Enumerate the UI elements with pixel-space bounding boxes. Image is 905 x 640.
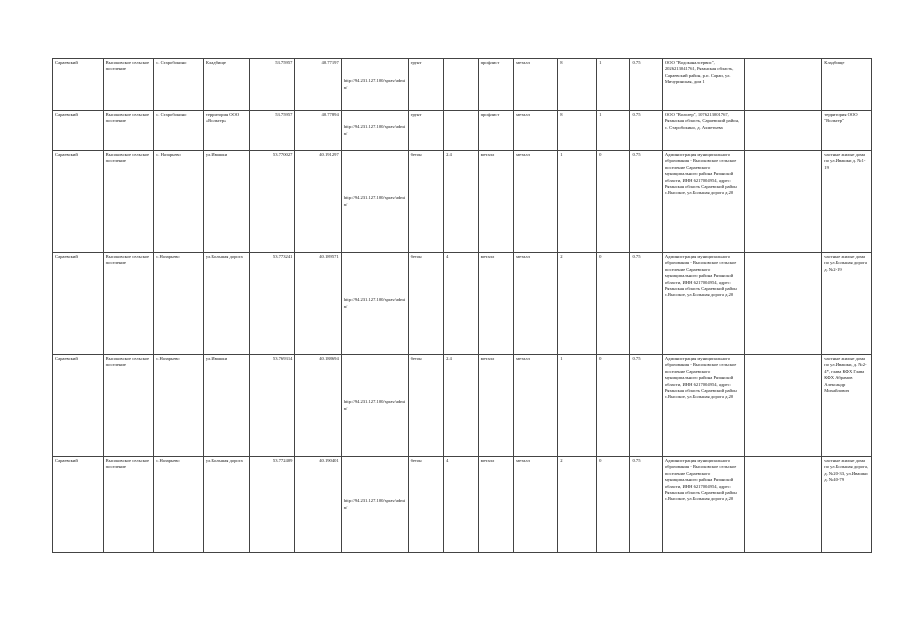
cell-settlement: Высоковское сельское поселение xyxy=(103,457,154,553)
cell-owner: Администрация муниципального образования - Высоковское сельское поселение Сараевского муниципального района Рязанской области, ИНН 6217004954, адрес: Рязанская область Сараевский район с.Высокое, ул.Большая дорога д.20 xyxy=(662,355,744,457)
cell-cover: бетон xyxy=(408,355,444,457)
cell-map-link[interactable]: http://94.231.127.100/sprav/admin/ xyxy=(341,457,408,553)
cell-waste-sources: частные жилые дома по ул.Большая дорога, д. №20-33, ул.Ивашки д. №40-79 xyxy=(822,457,872,553)
cell-longitude: 40.188694 xyxy=(295,355,341,457)
cell-district: Сараевский xyxy=(53,457,104,553)
cell-latitude: 53.772409 xyxy=(250,457,295,553)
cell-container-volume: 0.75 xyxy=(630,111,662,151)
cell-map-link[interactable]: http://94.231.127.100/sprav/admin/ xyxy=(341,111,408,151)
cell-settlement: Высоковское сельское поселение xyxy=(103,253,154,355)
cell-latitude: 53.75957 xyxy=(250,59,295,111)
cell-base: металл xyxy=(478,151,514,253)
cell-longitude: 40.77894 xyxy=(295,111,341,151)
cell-district: Сараевский xyxy=(53,355,104,457)
cell-owner: ООО "Водоканалсервис", 2026213041761, Рязанская область, Сараевский район, р.п. Сараи, ул. Мичуринская, дом 1 xyxy=(662,59,744,111)
cell-waste-sources: частные жилые дома по ул.Ивашки д. №1-19 xyxy=(822,151,872,253)
cell-base: металл xyxy=(478,457,514,553)
table-row xyxy=(53,355,872,457)
cell-empty xyxy=(744,457,822,553)
cell-settlement: Высоковское сельское поселение xyxy=(103,355,154,457)
cell-longitude: 40.190401 xyxy=(295,457,341,553)
cell-container-count: 2 xyxy=(558,457,597,553)
cell-longitude: 40.189571 xyxy=(295,253,341,355)
cell-container-count: 2 xyxy=(558,253,597,355)
cell-container-volume: 0.75 xyxy=(630,151,662,253)
cell-container-count: 1 xyxy=(558,355,597,457)
cell-material: металл xyxy=(514,355,558,457)
cell-address: ул.Большая дорога xyxy=(203,253,249,355)
cell-waste-sources: частные жилые дома по ул.Большая дорога д. №2-19 xyxy=(822,253,872,355)
cell-map-link[interactable]: http://94.231.127.100/sprav/admin/ xyxy=(341,151,408,253)
cell-container-volume: 0.75 xyxy=(630,253,662,355)
cell-district: Сараевский xyxy=(53,253,104,355)
cell-waste-sources: территория ООО "Вольтер" xyxy=(822,111,872,151)
cell-base: металл xyxy=(478,355,514,457)
table-row xyxy=(53,253,872,355)
cell-waste-sources: частные жилые дома по ул.Ивашки, д. №2-4*, глава КФХ Глава КФХ Абрамов Александр Михайлович xyxy=(822,355,872,457)
cell-container-planned: 0 xyxy=(597,457,630,553)
cell-village: с.Назарьево xyxy=(154,457,204,553)
cell-empty xyxy=(744,151,822,253)
cell-village: с.Назарьево xyxy=(154,253,204,355)
table-row xyxy=(53,59,872,111)
cell-cover: бетон xyxy=(408,457,444,553)
register-table-body xyxy=(53,59,872,553)
register-table xyxy=(52,58,872,553)
cell-base: профлист xyxy=(478,59,514,111)
cell-empty xyxy=(744,59,822,111)
cell-area: 2.4 xyxy=(444,151,478,253)
cell-map-link[interactable]: http://94.231.127.100/sprav/admin/ xyxy=(341,355,408,457)
cell-container-volume: 0.75 xyxy=(630,457,662,553)
cell-material: металл xyxy=(514,253,558,355)
cell-area: 4 xyxy=(444,253,478,355)
cell-address: ул.Ивашки xyxy=(203,151,249,253)
cell-container-volume: 0.75 xyxy=(630,59,662,111)
cell-owner: ООО "Вольтер", 1076213001767, Рязанская область, Сараевский район, с. Старобокино, д. Ахметьева xyxy=(662,111,744,151)
cell-owner: Администрация муниципального образования - Высоковское сельское поселение Сараевского муниципального района Рязанской области, ИНН 6217004954, адрес: Рязанская область Сараевский район с.Высокое, ул.Большая дорога д.20 xyxy=(662,151,744,253)
cell-latitude: 53.75957 xyxy=(250,111,295,151)
cell-settlement: Высоковское сельское поселение xyxy=(103,151,154,253)
cell-waste-sources: Кладбище xyxy=(822,59,872,111)
cell-settlement: Высоковское сельское поселение xyxy=(103,59,154,111)
cell-material: металл xyxy=(514,457,558,553)
cell-cover: грунт xyxy=(408,111,444,151)
cell-container-planned: 1 xyxy=(597,59,630,111)
cell-address: Кладбище xyxy=(203,59,249,111)
cell-material: металл xyxy=(514,59,558,111)
table-row xyxy=(53,457,872,553)
cell-address: территория ООО «Вольтер» xyxy=(203,111,249,151)
cell-map-link[interactable]: http://94.231.127.100/sprav/admin/ xyxy=(341,253,408,355)
cell-latitude: 53.773241 xyxy=(250,253,295,355)
table-row xyxy=(53,151,872,253)
cell-address: ул.Ивашки xyxy=(203,355,249,457)
cell-empty xyxy=(744,355,822,457)
cell-container-count: 1 xyxy=(558,151,597,253)
cell-settlement: Высоковское сельское поселение xyxy=(103,111,154,151)
cell-district: Сараевский xyxy=(53,59,104,111)
cell-map-link[interactable]: http://94.231.127.100/sprav/admin/ xyxy=(341,59,408,111)
cell-container-count: 8 xyxy=(558,59,597,111)
cell-container-planned: 0 xyxy=(597,253,630,355)
table-row xyxy=(53,111,872,151)
cell-material: металл xyxy=(514,111,558,151)
cell-latitude: 53.770027 xyxy=(250,151,295,253)
cell-container-count: 8 xyxy=(558,111,597,151)
cell-cover: бетон xyxy=(408,253,444,355)
cell-longitude: 40.191297 xyxy=(295,151,341,253)
cell-container-volume: 0.75 xyxy=(630,355,662,457)
cell-area xyxy=(444,111,478,151)
cell-material: металл xyxy=(514,151,558,253)
cell-empty xyxy=(744,253,822,355)
cell-village: с. Старобокино xyxy=(154,59,204,111)
cell-district: Сараевский xyxy=(53,111,104,151)
cell-latitude: 53.769314 xyxy=(250,355,295,457)
cell-village: с. Назарьево xyxy=(154,151,204,253)
cell-container-planned: 0 xyxy=(597,355,630,457)
cell-owner: Администрация муниципального образования - Высоковское сельское поселение Сараевского муниципального района Рязанской области, ИНН 6217004954, адрес: Рязанская область Сараевский район с.Высокое, ул.Большая дорога д.20 xyxy=(662,457,744,553)
cell-village: с. Старобокино xyxy=(154,111,204,151)
cell-base: металл xyxy=(478,253,514,355)
cell-base: профлист xyxy=(478,111,514,151)
cell-village: с.Назарьево xyxy=(154,355,204,457)
cell-cover: бетон xyxy=(408,151,444,253)
cell-area: 2.4 xyxy=(444,355,478,457)
cell-owner: Администрация муниципального образования - Высоковское сельское поселение Сараевского муниципального района Рязанской области, ИНН 6217004954, адрес: Рязанская область Сараевский район с.Высокое, ул.Большая дорога д.20 xyxy=(662,253,744,355)
cell-cover: грунт xyxy=(408,59,444,111)
cell-container-planned: 0 xyxy=(597,151,630,253)
cell-address: ул.Большая дорога xyxy=(203,457,249,553)
cell-area: 4 xyxy=(444,457,478,553)
cell-district: Сараевский xyxy=(53,151,104,253)
cell-container-planned: 1 xyxy=(597,111,630,151)
cell-empty xyxy=(744,111,822,151)
cell-area xyxy=(444,59,478,111)
cell-longitude: 40.77197 xyxy=(295,59,341,111)
